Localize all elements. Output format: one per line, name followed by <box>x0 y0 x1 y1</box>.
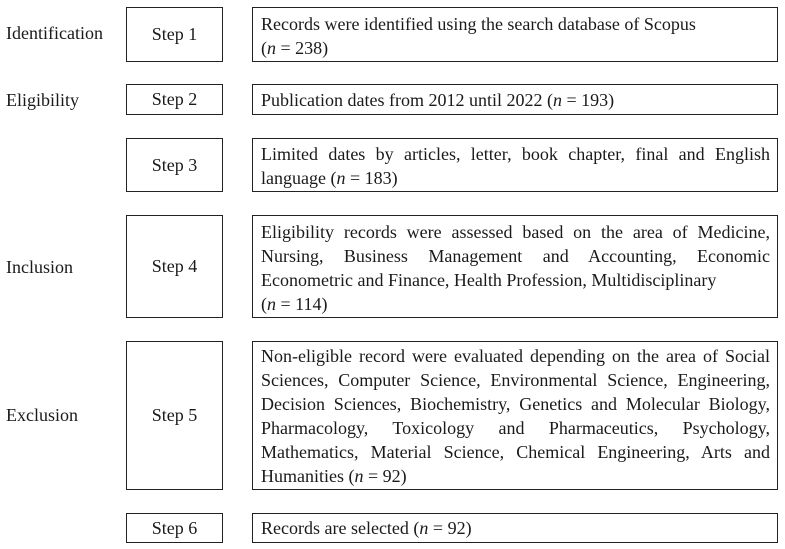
n-symbol: n <box>267 38 276 58</box>
step-3-description: Limited dates by articles, letter, book chapter, final and English language (n = 183) <box>252 138 778 192</box>
step-3-count: 183 <box>364 168 392 188</box>
n-symbol: n <box>419 518 429 538</box>
step-2-text: Publication dates from 2012 until 2022 <box>261 89 543 110</box>
step-6-label: Step 6 <box>151 517 198 538</box>
step-4-label: Step 4 <box>151 256 198 276</box>
step-5-count: 92 <box>382 466 401 486</box>
step-5-description: Non-eligible record were evaluated depending on the area of Social Sciences, Computer Science, Environmental Science, Engineering, Decision Sciences, Biochemistry, Genetics and Molecular Biology, Pharmacology, Toxicology and Pharmaceutics, Psychology, Mathematics, Material Science, Chemical Engineering, Arts and Humanities (n = 92) <box>252 341 778 490</box>
step-2-label: Step 2 <box>151 89 198 109</box>
step-5-text: Non-eligible record were evaluated depending on the area of Social Sciences, Computer Science, Environmental Science, Engineering, Decision Sciences, Biochemistry, Genetics and Molecular Biology, Pharmacology, Toxicology and Pharmaceutics, Psychology, Mathematics, Material Science, Chemical Engineering, Arts and Humanities <box>261 346 770 486</box>
step-2-description: Publication dates from 2012 until 2022 (n = 193) <box>252 84 778 115</box>
phase-identification: Identification <box>6 23 103 43</box>
step-6-description: Records are selected (n = 92) <box>252 513 778 543</box>
step-4-count: 114 <box>295 294 322 314</box>
n-symbol: n <box>354 466 364 486</box>
step-6-count: 92 <box>447 518 466 538</box>
n-symbol: n <box>267 294 276 314</box>
step-4-description: Eligibility records were assessed based on the area of Medicine, Nursing, Business Management and Accounting, Economic Econometric and Finance, Health Profession, Multidisciplinary (n = 114) <box>252 215 778 318</box>
step-3-text: Limited dates by articles, letter, book chapter, final and English language <box>261 144 770 188</box>
n-symbol: n <box>336 168 346 188</box>
step-2-box <box>126 84 223 115</box>
step-1-label: Step 1 <box>151 24 198 44</box>
step-1-box <box>126 7 223 62</box>
phase-eligibility: Eligibility <box>6 90 80 110</box>
step-1-description: Records were identified using the search database of Scopus (n = 238) <box>252 7 778 62</box>
phase-inclusion: Inclusion <box>6 257 73 277</box>
step-1-text: Records were identified using the search database of Scopus <box>261 14 696 34</box>
phase-exclusion: Exclusion <box>6 405 78 425</box>
step-3-box <box>126 138 223 192</box>
step-4-text: Eligibility records were assessed based on the area of Medicine, Nursing, Business Management and Accounting, Economic Econometric and Finance, Health Profession, Multidisciplinary <box>261 222 770 290</box>
step-6-text: Records are selected <box>261 518 409 538</box>
step-4-box <box>126 215 223 318</box>
step-2-count: 193 <box>581 89 609 110</box>
step-3-label: Step 3 <box>151 154 198 175</box>
n-symbol: n <box>552 89 562 110</box>
step-5-box <box>126 341 223 490</box>
step-1-count: 238 <box>295 38 323 58</box>
step-5-label: Step 5 <box>151 405 198 425</box>
step-6-box <box>126 513 223 543</box>
